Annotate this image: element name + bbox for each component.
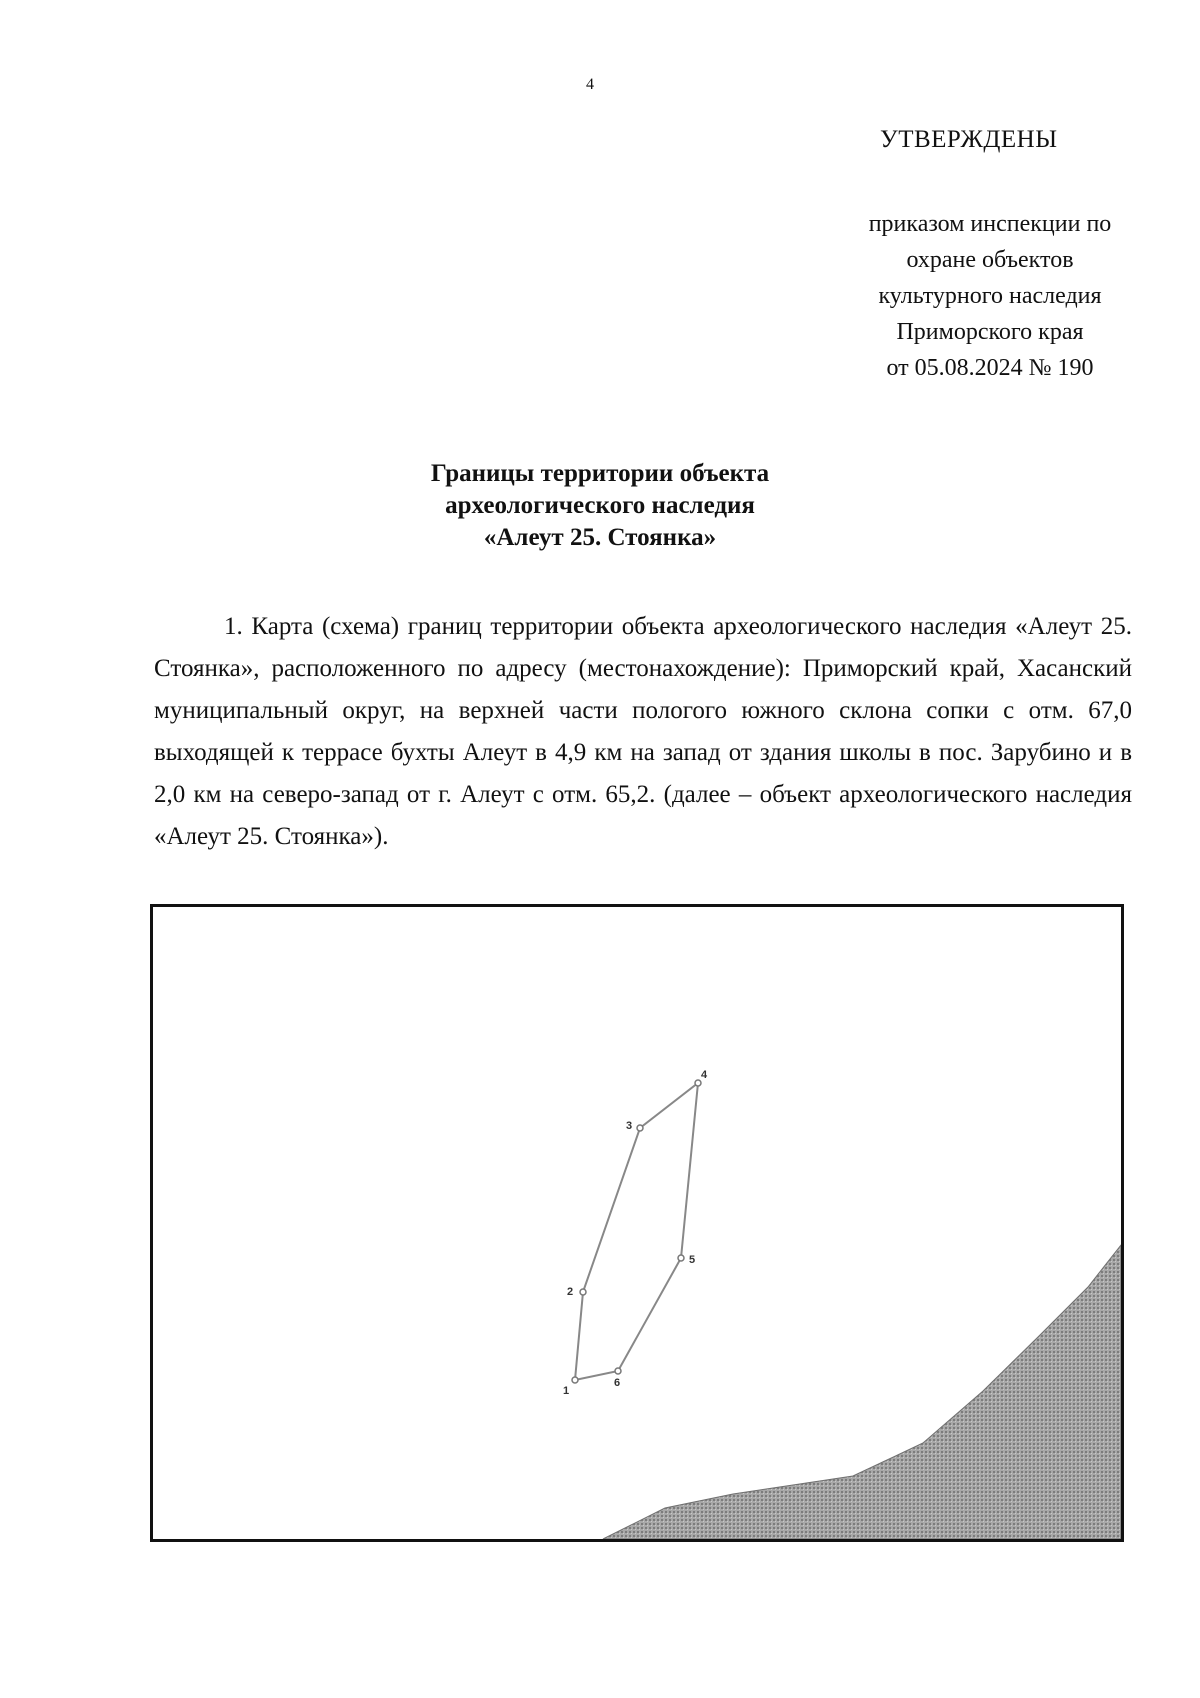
title-line: Границы территории объекта [430, 460, 770, 487]
approval-block [830, 206, 1150, 386]
map-canvas [153, 907, 1121, 1539]
vertex-label-4: 4 [701, 1069, 708, 1081]
title-line: археологического наследия [445, 492, 755, 519]
vertex-point-3 [637, 1125, 643, 1131]
approval-line: от 05.08.2024 № 190 [886, 355, 1094, 381]
approval-line: Приморского края [896, 319, 1084, 345]
vertex-label-3: 3 [626, 1120, 633, 1132]
vertex-label-1: 1 [563, 1385, 570, 1397]
vertex-label-2: 2 [567, 1286, 574, 1298]
document-title [340, 458, 860, 554]
title-line: «Алеут 25. Стоянка» [483, 524, 717, 551]
vertex-labels [563, 1069, 708, 1397]
vertex-point-5 [678, 1255, 684, 1261]
approval-heading: УТВЕРЖДЕНЫ [880, 126, 1058, 153]
approval-line: охране объектов [906, 247, 1074, 273]
water-area [603, 1245, 1121, 1539]
body-paragraph: 1. Карта (схема) границ территории объекта археологического наследия «Алеут 25. Стоянка», расположенного по адресу (местонахождение): Приморский край, Хасанский муниципальный округ, на верхней части пологого южного склона сопки с отм. 67,0 выходящей к террасе бухты Алеут в 4,9 км на запад от здания школы в пос. Зарубино и в 2,0 км на северо-запад от г. Алеут с отм. 65,2. (далее – объект археологического наследия «Алеут 25. Стоянка»). [154, 613, 1132, 850]
vertex-point-6 [615, 1368, 621, 1374]
vertex-point-1 [572, 1377, 578, 1383]
page-number: 4 [586, 76, 594, 93]
boundary-map [150, 904, 1124, 1542]
vertex-label-6: 6 [614, 1377, 621, 1389]
approval-line: культурного наследия [878, 283, 1102, 309]
approval-line: приказом инспекции по [868, 211, 1112, 237]
vertex-point-2 [580, 1289, 586, 1295]
vertex-label-5: 5 [689, 1254, 696, 1266]
